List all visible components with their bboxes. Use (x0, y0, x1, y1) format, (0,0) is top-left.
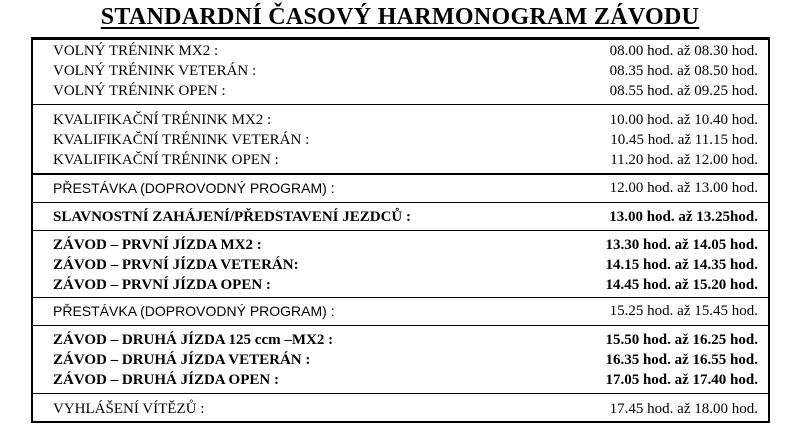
table-row (33, 302, 768, 321)
session-label: ZÁVOD – DRUHÁ JÍZDA OPEN : (53, 372, 279, 388)
schedule-block-qualification (33, 105, 768, 175)
session-time: 08.00 hod. až 08.30 hod. (609, 43, 758, 59)
session-time: 10.00 hod. až 10.40 hod. (609, 112, 758, 128)
table-row (33, 111, 768, 130)
session-label: PŘESTÁVKA (DOPROVODNÝ PROGRAM) : (53, 303, 335, 319)
session-label: VOLNÝ TRÉNINK OPEN : (53, 83, 226, 99)
table-row (33, 256, 768, 275)
session-time: 15.25 hod. až 15.45 hod. (609, 303, 758, 319)
schedule-block-free-practice (33, 40, 768, 105)
schedule-block-break-1 (33, 175, 768, 203)
session-time: 15.50 hod. až 16.25 hod. (605, 332, 758, 348)
session-label: KVALIFIKAČNÍ TRÉNINK OPEN : (53, 152, 279, 168)
session-label: PŘESTÁVKA (DOPROVODNÝ PROGRAM) : (53, 180, 335, 196)
schedule-table (31, 37, 770, 423)
session-label: VOLNÝ TRÉNINK MX2 : (53, 43, 219, 59)
table-row (33, 331, 768, 350)
session-time: 13.00 hod. až 13.25hod. (609, 209, 758, 225)
session-time: 14.45 hod. až 15.20 hod. (605, 277, 758, 293)
session-label: VOLNÝ TRÉNINK VETERÁN : (53, 63, 257, 79)
session-time: 10.45 hod. až 11.15 hod. (610, 132, 758, 148)
session-label: ZÁVOD – DRUHÁ JÍZDA VETERÁN : (53, 352, 311, 368)
session-time: 12.00 hod. až 13.00 hod. (609, 180, 758, 196)
schedule-block-race-2 (33, 326, 768, 394)
table-row (33, 62, 768, 81)
schedule-block-opening (33, 203, 768, 231)
page-title (0, 3, 800, 31)
session-time: 16.35 hod. až 16.55 hod. (605, 352, 758, 368)
session-time: 11.20 hod. až 12.00 hod. (610, 152, 758, 168)
session-label: ZÁVOD – PRVNÍ JÍZDA MX2 : (53, 237, 262, 253)
table-row (33, 42, 768, 61)
schedule-block-race-1 (33, 231, 768, 298)
session-label: KVALIFIKAČNÍ TRÉNINK MX2 : (53, 112, 272, 128)
page-title-text: STANDARDNÍ ČASOVÝ HARMONOGRAM ZÁVODU (100, 4, 700, 30)
session-label: VYHLÁŠENÍ VÍTĚZŮ : (53, 401, 205, 417)
schedule-block-break-2 (33, 298, 768, 326)
table-row (33, 179, 768, 198)
table-row (33, 151, 768, 170)
session-time: 17.45 hod. až 18.00 hod. (609, 401, 758, 417)
table-row (33, 276, 768, 295)
session-time: 14.15 hod. až 14.35 hod. (605, 257, 758, 273)
session-time: 08.55 hod. až 09.25 hod. (609, 83, 758, 99)
session-time: 13.30 hod. až 14.05 hod. (605, 237, 758, 253)
table-row (33, 371, 768, 390)
table-row (33, 400, 768, 419)
table-row (33, 131, 768, 150)
session-label: ZÁVOD – PRVNÍ JÍZDA VETERÁN: (53, 257, 299, 273)
session-time: 08.35 hod. až 08.50 hod. (609, 63, 758, 79)
session-label: ZÁVOD – DRUHÁ JÍZDA 125 ccm –MX2 : (53, 332, 334, 348)
session-label: KVALIFIKAČNÍ TRÉNINK VETERÁN : (53, 132, 310, 148)
schedule-block-awards (33, 394, 768, 422)
table-row (33, 236, 768, 255)
session-label: ZÁVOD – PRVNÍ JÍZDA OPEN : (53, 277, 271, 293)
session-label: SLAVNOSTNÍ ZAHÁJENÍ/PŘEDSTAVENÍ JEZDCŮ : (53, 209, 412, 225)
table-row (33, 351, 768, 370)
table-row (33, 208, 768, 227)
session-time: 17.05 hod. až 17.40 hod. (605, 372, 758, 388)
table-row (33, 82, 768, 101)
